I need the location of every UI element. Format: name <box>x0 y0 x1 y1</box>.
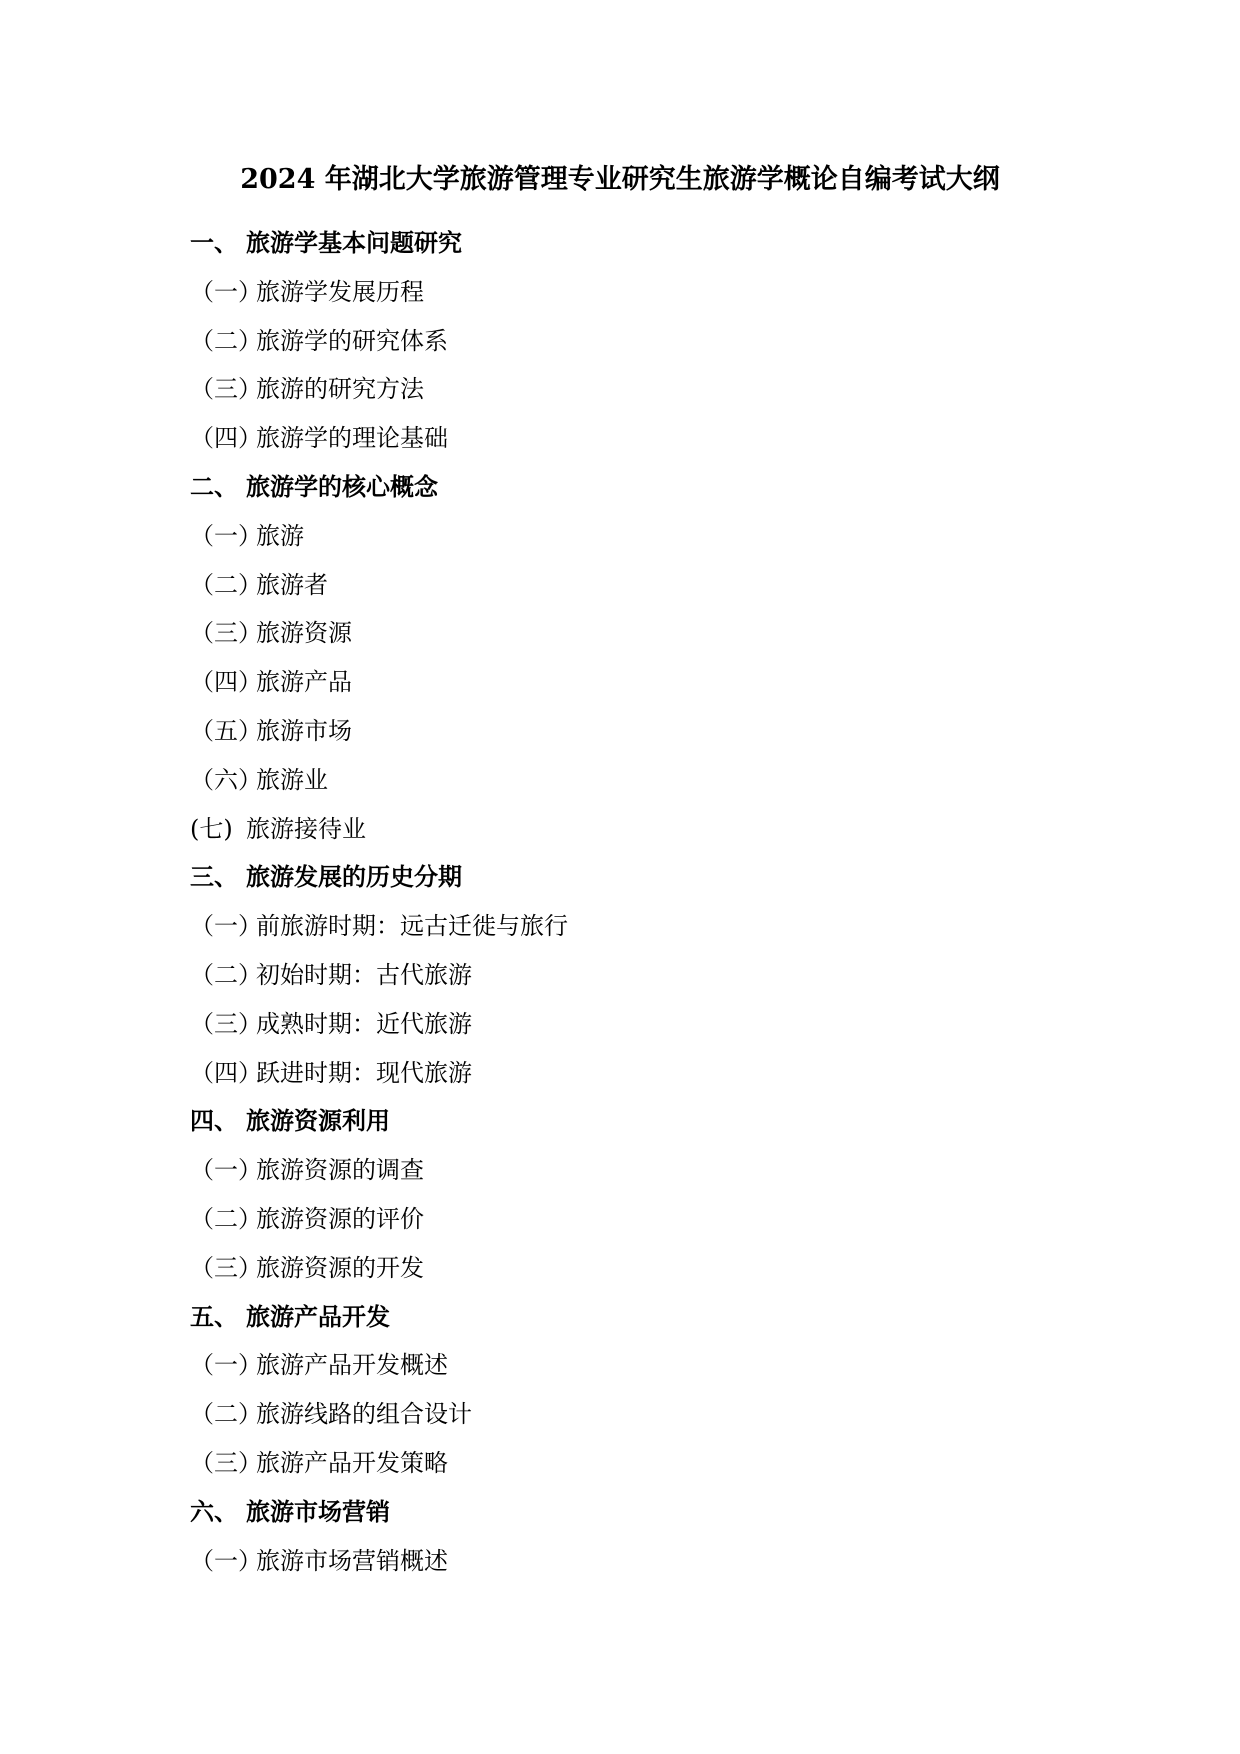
subsection-item <box>190 1000 1190 1049</box>
subsection-item <box>190 1049 1190 1098</box>
syllabus-outline <box>190 219 1190 1585</box>
subsection-title: 旅游资源的调查 <box>256 1156 424 1185</box>
section-heading <box>190 463 1190 512</box>
subsection-item <box>190 512 1190 561</box>
section-number: 三、 <box>190 862 238 892</box>
subsection-item <box>190 1244 1190 1293</box>
section-heading <box>190 219 1190 268</box>
subsection-item <box>190 805 1190 854</box>
subsection-title: 成熟时期：近代旅游 <box>256 1009 472 1038</box>
subsection-title: 旅游接待业 <box>246 814 366 843</box>
subsection-number: （三） <box>190 1253 262 1282</box>
subsection-item <box>190 951 1190 1000</box>
subsection-number: （三） <box>190 1009 262 1038</box>
subsection-number: （四） <box>190 1058 262 1087</box>
section-number: 六、 <box>190 1496 238 1526</box>
subsection-item <box>190 317 1190 366</box>
section-title: 旅游学的核心概念 <box>246 471 438 501</box>
section-heading <box>190 1293 1190 1342</box>
subsection-title: 初始时期：古代旅游 <box>256 960 472 989</box>
subsection-item <box>190 1439 1190 1488</box>
subsection-item <box>190 268 1190 317</box>
subsection-item <box>190 1537 1190 1586</box>
subsection-item <box>190 1146 1190 1195</box>
subsection-title: 旅游市场营销概述 <box>256 1546 448 1575</box>
section-number: 五、 <box>190 1301 238 1331</box>
section-title: 旅游发展的历史分期 <box>246 862 462 892</box>
subsection-item <box>190 609 1190 658</box>
subsection-number: （一） <box>190 1156 262 1185</box>
subsection-title: 旅游线路的组合设计 <box>256 1400 472 1429</box>
section-title: 旅游产品开发 <box>246 1301 390 1331</box>
subsection-title: 旅游学的研究体系 <box>256 326 448 355</box>
subsection-title: 旅游业 <box>256 765 328 794</box>
subsection-item <box>190 902 1190 951</box>
subsection-number: （四） <box>190 668 262 697</box>
subsection-item <box>190 756 1190 805</box>
subsection-number: （二） <box>190 326 262 355</box>
subsection-title: 旅游学发展历程 <box>256 277 424 306</box>
subsection-number: （三） <box>190 375 262 404</box>
subsection-number: （二） <box>190 570 262 599</box>
subsection-number: （一） <box>190 277 262 306</box>
subsection-number: （一） <box>190 912 262 941</box>
subsection-title: 旅游产品开发策略 <box>256 1448 448 1477</box>
subsection-title: 旅游资源 <box>256 619 352 648</box>
subsection-number: （一） <box>190 521 262 550</box>
subsection-number: （三） <box>190 1448 262 1477</box>
subsection-title: 旅游产品开发概述 <box>256 1351 448 1380</box>
subsection-item <box>190 561 1190 610</box>
subsection-item <box>190 414 1190 463</box>
section-title: 旅游资源利用 <box>246 1106 390 1136</box>
subsection-number: （二） <box>190 1400 262 1429</box>
section-number: 一、 <box>190 228 238 257</box>
subsection-number: （四） <box>190 424 262 453</box>
subsection-number: （一） <box>190 1546 262 1575</box>
subsection-title: 旅游产品 <box>256 668 352 697</box>
subsection-title: 旅游市场 <box>256 716 352 745</box>
subsection-number: （六） <box>190 765 262 794</box>
section-heading <box>190 1097 1190 1146</box>
section-title: 旅游学基本问题研究 <box>246 228 462 257</box>
subsection-number: （二） <box>190 1204 262 1233</box>
subsection-title: 旅游资源的评价 <box>256 1204 424 1233</box>
section-heading <box>190 1488 1190 1537</box>
section-heading <box>190 853 1190 902</box>
section-title: 旅游市场营销 <box>246 1496 390 1526</box>
subsection-title: 旅游资源的开发 <box>256 1253 424 1282</box>
subsection-title: 旅游学的理论基础 <box>256 424 448 453</box>
section-number: 二、 <box>190 471 238 501</box>
subsection-title: 旅游的研究方法 <box>256 375 424 404</box>
subsection-title: 旅游 <box>256 521 304 550</box>
subsection-title: 跃进时期：现代旅游 <box>256 1058 472 1087</box>
section-number: 四、 <box>190 1106 238 1136</box>
subsection-item <box>190 1390 1190 1439</box>
subsection-item <box>190 365 1190 414</box>
subsection-number: (七) <box>190 814 233 843</box>
subsection-title: 前旅游时期：远古迁徙与旅行 <box>256 912 568 941</box>
subsection-item <box>190 658 1190 707</box>
subsection-item <box>190 1195 1190 1244</box>
subsection-number: （二） <box>190 960 262 989</box>
subsection-item <box>190 1341 1190 1390</box>
subsection-title: 旅游者 <box>256 570 328 599</box>
subsection-number: （三） <box>190 619 262 648</box>
document-title: 2024 年湖北大学旅游管理专业研究生旅游学概论自编考试大纲 <box>240 164 1000 195</box>
subsection-number: （五） <box>190 716 262 745</box>
subsection-item <box>190 707 1190 756</box>
subsection-number: （一） <box>190 1351 262 1380</box>
